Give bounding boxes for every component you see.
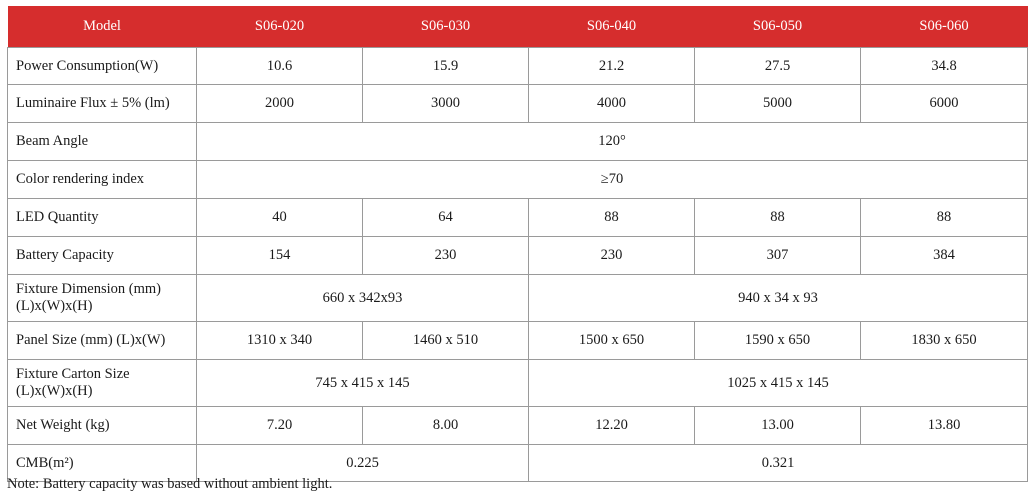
row-label: Color rendering index [8, 161, 197, 199]
cell: 5000 [695, 85, 861, 123]
row-label-line2: (L)x(W)x(H) [16, 383, 93, 399]
cell: ≥70 [197, 161, 1028, 199]
row-label [8, 360, 197, 407]
cell: 64 [363, 199, 529, 237]
row-label-line1: Fixture Carton Size [16, 366, 130, 382]
row-beam-angle [8, 123, 1028, 161]
cell: 660 x 342x93 [197, 275, 529, 322]
cell: 0.225 [197, 445, 529, 482]
row-label: Net Weight (kg) [8, 407, 197, 445]
cell: 40 [197, 199, 363, 237]
cell: 1310 x 340 [197, 322, 363, 360]
cell: 940 x 34 x 93 [529, 275, 1028, 322]
cell: 384 [861, 237, 1028, 275]
row-power [8, 48, 1028, 85]
cell: 10.6 [197, 48, 363, 85]
row-led-quantity [8, 199, 1028, 237]
row-panel-size [8, 322, 1028, 360]
row-fixture-dimension [8, 275, 1028, 322]
spec-table [7, 6, 1028, 482]
cell: 88 [695, 199, 861, 237]
cell: 1500 x 650 [529, 322, 695, 360]
header-row [8, 6, 1028, 48]
cell: 2000 [197, 85, 363, 123]
cell: 34.8 [861, 48, 1028, 85]
cell: 1460 x 510 [363, 322, 529, 360]
row-net-weight [8, 407, 1028, 445]
cell: 1590 x 650 [695, 322, 861, 360]
cell: 0.321 [529, 445, 1028, 482]
row-label: Luminaire Flux ± 5% (lm) [8, 85, 197, 123]
header-model-s06-020: S06-020 [197, 6, 363, 48]
row-label: Beam Angle [8, 123, 197, 161]
row-label: Panel Size (mm) (L)x(W) [8, 322, 197, 360]
row-flux [8, 85, 1028, 123]
row-label: LED Quantity [8, 199, 197, 237]
row-label: Power Consumption(W) [8, 48, 197, 85]
cell: 230 [529, 237, 695, 275]
cell: 120° [197, 123, 1028, 161]
cell: 1025 x 415 x 145 [529, 360, 1028, 407]
cell: 88 [861, 199, 1028, 237]
header-model-label: Model [8, 6, 197, 48]
row-label [8, 275, 197, 322]
cell: 307 [695, 237, 861, 275]
cell: 15.9 [363, 48, 529, 85]
cell: 6000 [861, 85, 1028, 123]
cell: 3000 [363, 85, 529, 123]
cell: 1830 x 650 [861, 322, 1028, 360]
cell: 88 [529, 199, 695, 237]
cell: 13.00 [695, 407, 861, 445]
cell: 154 [197, 237, 363, 275]
cell: 7.20 [197, 407, 363, 445]
header-model-s06-050: S06-050 [695, 6, 861, 48]
header-model-s06-030: S06-030 [363, 6, 529, 48]
header-model-s06-040: S06-040 [529, 6, 695, 48]
row-label: Battery Capacity [8, 237, 197, 275]
row-label: CMB(m²) [8, 445, 197, 482]
cell: 12.20 [529, 407, 695, 445]
cell: 21.2 [529, 48, 695, 85]
footnote: Note: Battery capacity was based without ambient light. [7, 476, 333, 492]
row-cri [8, 161, 1028, 199]
cell: 745 x 415 x 145 [197, 360, 529, 407]
cell: 4000 [529, 85, 695, 123]
row-carton-size [8, 360, 1028, 407]
row-battery [8, 237, 1028, 275]
row-label-line2: (L)x(W)x(H) [16, 298, 93, 314]
cell: 230 [363, 237, 529, 275]
row-label-line1: Fixture Dimension (mm) [16, 281, 161, 297]
cell: 27.5 [695, 48, 861, 85]
header-model-s06-060: S06-060 [861, 6, 1028, 48]
cell: 13.80 [861, 407, 1028, 445]
cell: 8.00 [363, 407, 529, 445]
